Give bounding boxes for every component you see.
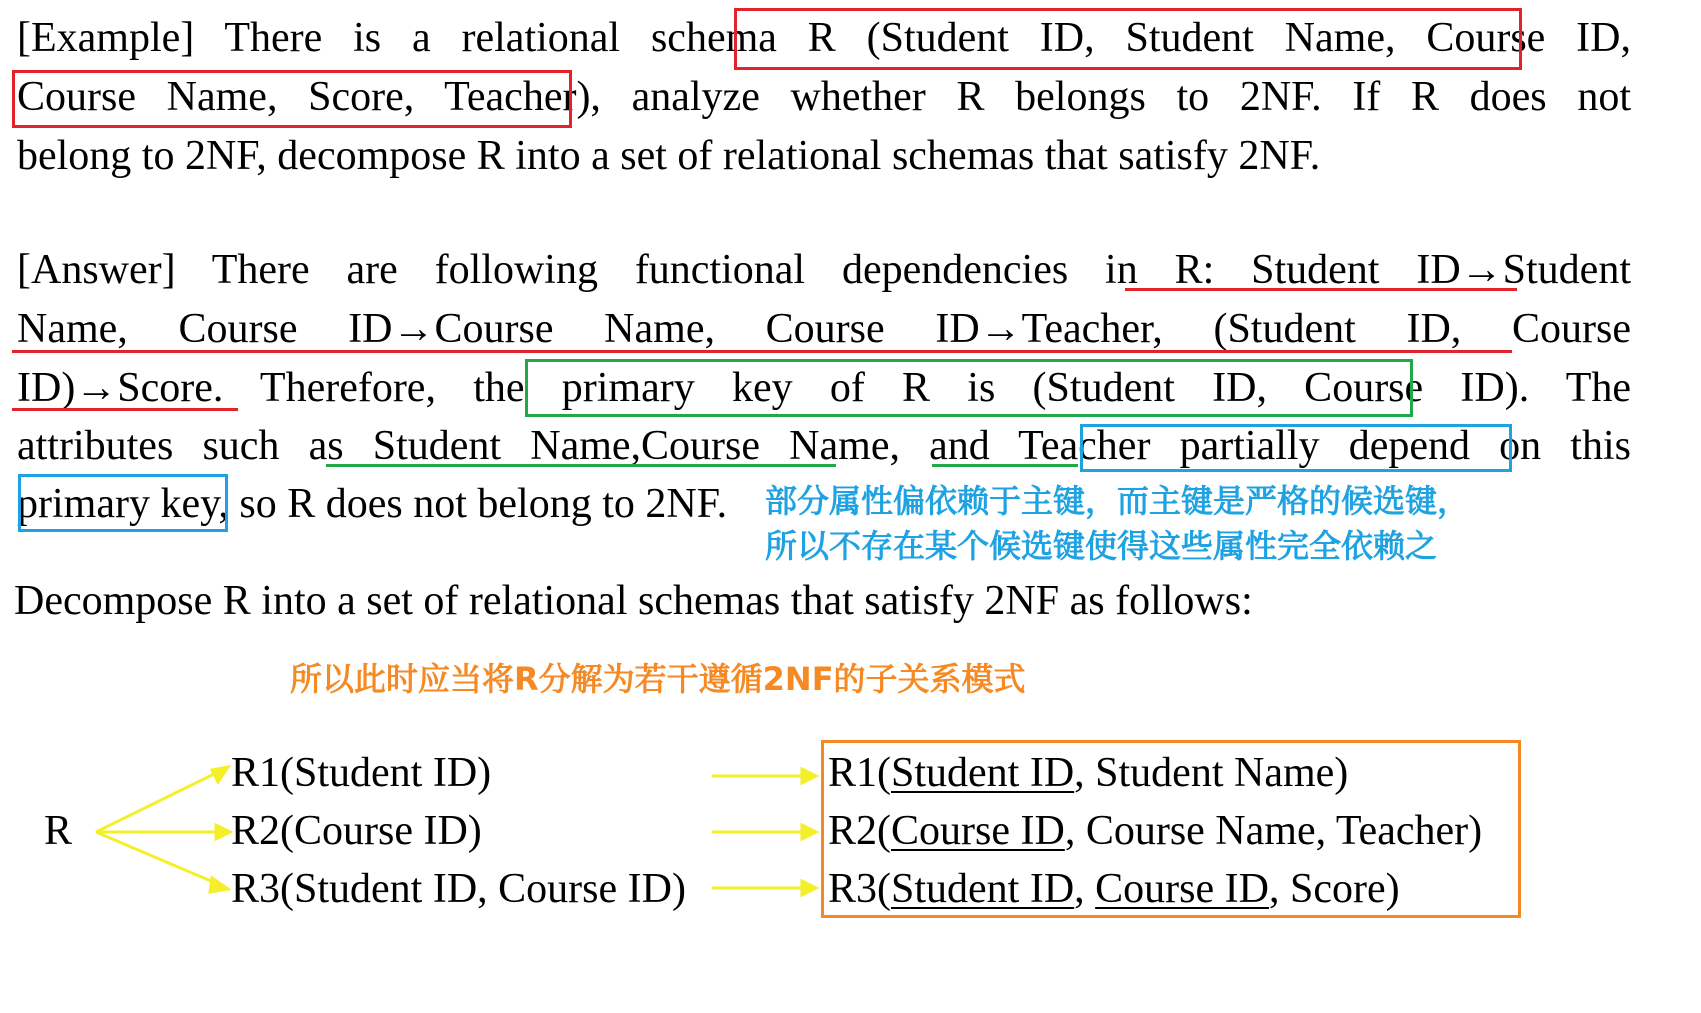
left-schema-r1: R1(Student ID)	[231, 750, 492, 796]
schema-rest: , Score)	[1268, 866, 1400, 912]
arrowhead-r3-map	[802, 881, 816, 895]
schema-highlight-box-2	[12, 70, 572, 128]
key-attribute: Student ID	[891, 750, 1075, 796]
left-schema-r2: R2(Course ID)	[231, 808, 482, 854]
arrowhead-r2-map	[802, 825, 816, 839]
arrowhead-r1-map	[802, 769, 816, 783]
fd-underline-3	[12, 408, 238, 411]
fd-underline-1	[1125, 288, 1517, 291]
key-separator: ,	[1074, 866, 1096, 912]
key-attribute: Course ID	[1095, 866, 1269, 912]
result-schema-r1	[828, 745, 1348, 801]
schema-highlight-box-1	[734, 8, 1522, 70]
primary-key-highlight-box	[525, 359, 1413, 417]
schema-prefix: R2(	[828, 808, 891, 854]
note-partial-dependency-1: 部分属性偏依赖于主键，而主键是严格的候选键，	[765, 482, 1470, 520]
answer-line-2: Name, Course ID→Course Name, Course ID→Teacher, (Student ID, Course	[17, 306, 1631, 352]
left-schema-r3: R3(Student ID, Course ID)	[231, 866, 686, 912]
arrow-r-to-r1	[96, 772, 218, 832]
example-line-2: Course Name, Score, Teacher), analyze whether R belongs to 2NF. If R does not	[17, 74, 1631, 120]
arrowhead-r3	[210, 878, 228, 892]
answer-line-1: [Answer] There are following functional dependencies in R: Student ID→Student	[17, 247, 1631, 293]
key-attribute: Course ID	[891, 808, 1065, 854]
answer-line-4: attributes such as Student Name,Course Name, and Teacher partially depend on this	[17, 423, 1631, 469]
schema-rest: , Course Name, Teacher)	[1064, 808, 1483, 854]
attributes-underline-2	[932, 464, 1078, 467]
arrow-r-to-r3	[96, 832, 218, 884]
key-attribute: Student ID	[891, 866, 1075, 912]
partial-dependency-box-1	[1080, 424, 1512, 472]
diagram-root-r: R	[44, 808, 73, 854]
schema-prefix: R1(	[828, 750, 891, 796]
schema-prefix: R3(	[828, 866, 891, 912]
answer-line-3: ID)→Score. Therefore, the primary key of R is (Student ID, Course ID). The	[17, 365, 1631, 411]
arrowhead-r2	[216, 825, 230, 839]
partial-dependency-box-2	[18, 474, 228, 532]
arrowhead-r1	[212, 767, 228, 782]
attributes-underline-1	[326, 464, 836, 467]
note-partial-dependency-2: 所以不存在某个候选键使得这些属性完全依赖之	[765, 527, 1438, 565]
fd-underline-2	[12, 350, 1512, 353]
example-line-3: belong to 2NF, decompose R into a set of relational schemas that satisfy 2NF.	[17, 133, 1321, 179]
example-line-1: [Example] There is a relational schema R (Student ID, Student Name, Course ID,	[17, 15, 1631, 61]
schema-rest: , Student Name)	[1074, 750, 1349, 796]
note-decomposition: 所以此时应当将R分解为若干遵循2NF的子关系模式	[290, 660, 1026, 698]
decompose-heading: Decompose R into a set of relational schemas that satisfy 2NF as follows:	[14, 578, 1253, 624]
result-schema-r3	[828, 861, 1400, 917]
result-schema-r2	[828, 803, 1482, 859]
answer-line-5: primary key, so R does not belong to 2NF.	[17, 481, 728, 527]
